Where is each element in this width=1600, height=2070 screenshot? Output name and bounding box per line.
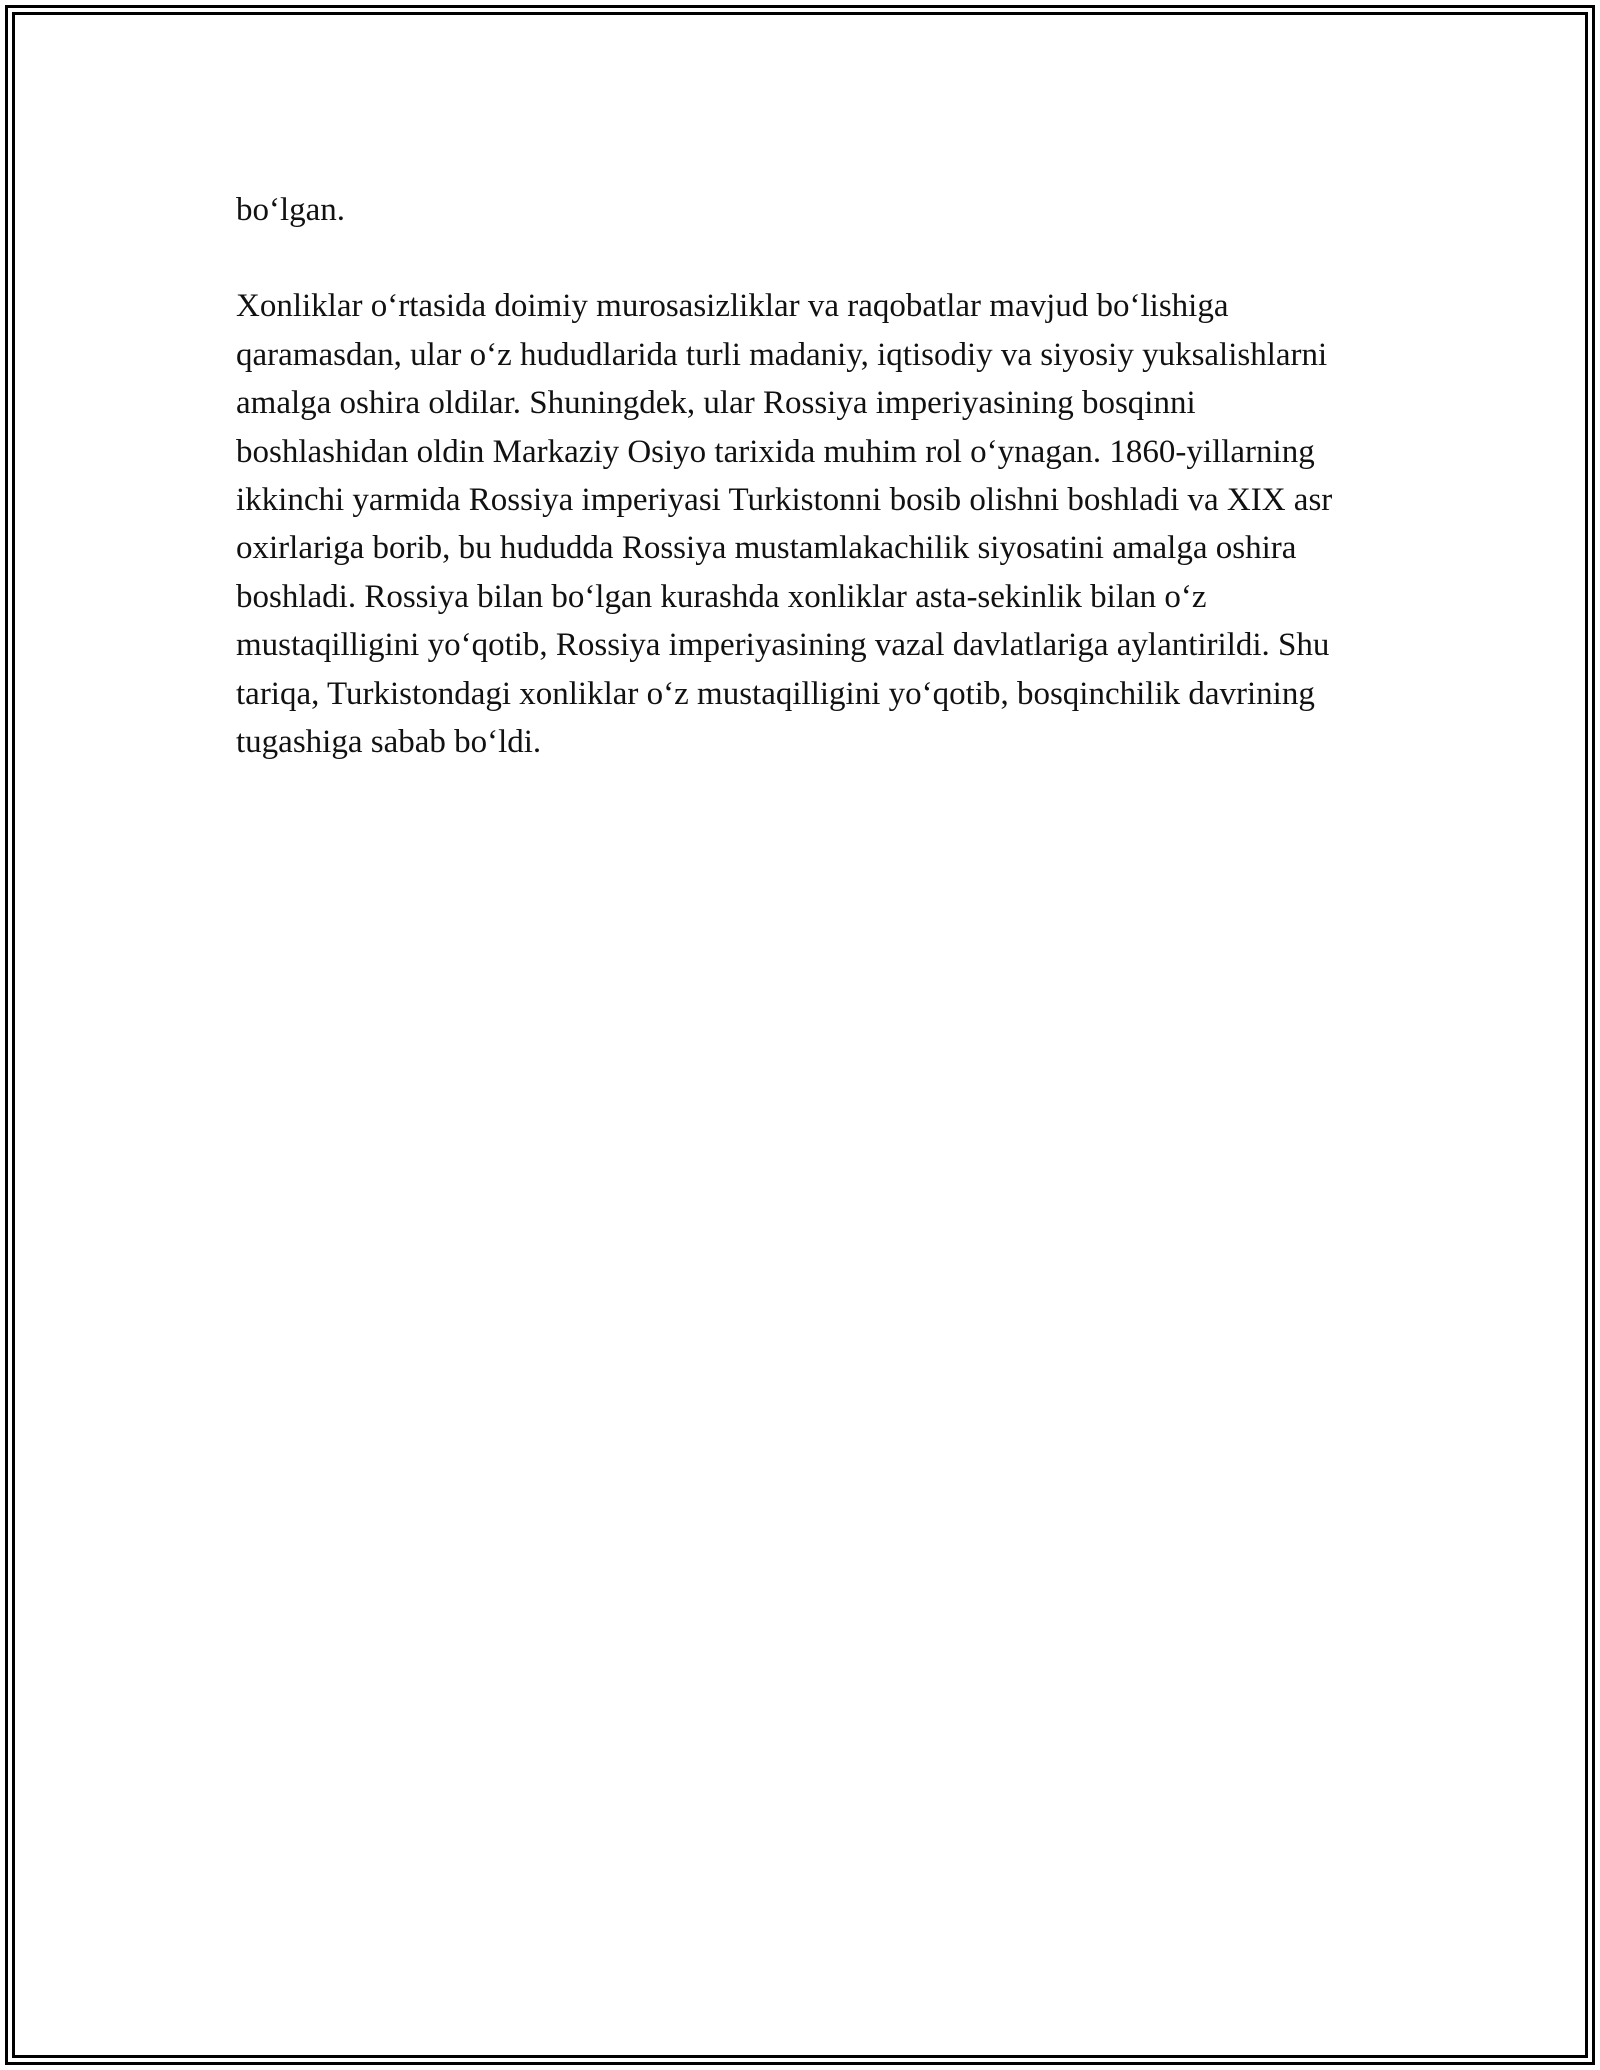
body-paragraph: Xonliklar o‘rtasida doimiy murosasizliklar va raqobatlar mavjud bo‘lishiga qaramasdan, ular o‘z hududlarida turli madaniy, iqtisodiy va siyosiy yuksalishlarni amalga oshira oldilar. Shuningdek, ular Rossiya imperiyasining bosqinni boshlashidan oldin Markaziy Osiyo tarixida muhim rol o‘ynagan. 1860-yillarning ikkinchi yarmida Rossiya imperiyasi Turkistonni bosib olishni boshladi va XIX asr oxirlariga borib, bu hududda Rossiya mustamlakachilik siyosatini amalga oshira boshladi. Rossiya bilan bo‘lgan kurashda xonliklar asta-sekinlik bilan o‘z mustaqilligini yo‘qotib, Rossiya imperiyasining vazal davlatlariga aylantirildi. Shu tariqa, Turkistondagi xonliklar o‘z mustaqilligini yo‘qotib, bosqinchilik davrining tugashiga sabab bo‘ldi. xyxy=(236,288,1333,761)
continuation-text: bo‘lgan. xyxy=(236,192,346,228)
document-body xyxy=(236,186,1356,766)
